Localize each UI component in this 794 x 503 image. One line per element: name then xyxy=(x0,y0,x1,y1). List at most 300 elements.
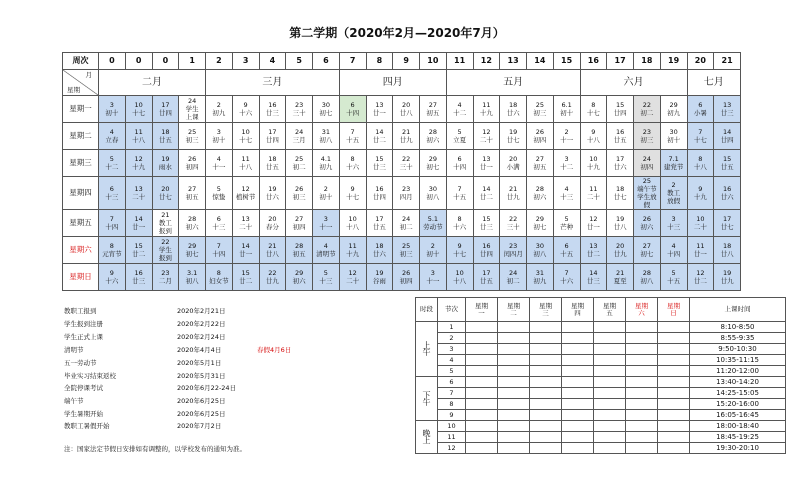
date-number: 11 xyxy=(241,155,250,163)
class-slot xyxy=(594,366,626,377)
date-cell xyxy=(206,237,233,264)
date-number: 20 xyxy=(161,185,170,193)
weekday-label-text: 星期五 xyxy=(69,218,92,227)
weekday-label-text: 星期一 xyxy=(69,104,92,113)
date-cell xyxy=(473,96,500,123)
date-note: 十五 xyxy=(667,277,681,285)
date-number: 9 xyxy=(109,269,114,277)
class-time xyxy=(690,377,786,388)
date-number: 3 xyxy=(564,155,569,163)
date-number: 15 xyxy=(134,242,143,250)
date-number: 28 xyxy=(642,269,652,277)
date-cell xyxy=(687,96,714,123)
class-slot xyxy=(626,443,658,454)
date-cell xyxy=(125,123,152,150)
date-number: 25 xyxy=(535,101,545,109)
date-cell xyxy=(232,264,259,291)
date-number: 21 xyxy=(161,211,170,219)
date-cell xyxy=(527,210,554,237)
date-cell xyxy=(152,177,179,210)
date-note: 十八 xyxy=(453,277,467,285)
date-number: 9 xyxy=(243,101,248,109)
date-cell xyxy=(366,177,393,210)
date-note: 芒种 xyxy=(560,223,574,231)
week-number xyxy=(313,53,340,70)
date-cell xyxy=(366,150,393,177)
date-cell xyxy=(687,177,714,210)
date-note: 廿二 xyxy=(693,277,707,285)
date-note: 十八 xyxy=(346,223,360,231)
date-number: 13 xyxy=(134,185,143,193)
event-date: 2020年2月22日 xyxy=(177,320,226,328)
week-number-text: 0 xyxy=(135,56,142,65)
date-note: 初九 xyxy=(667,109,681,117)
class-slot xyxy=(658,366,690,377)
date-number: 12 xyxy=(241,185,250,193)
date-cell xyxy=(259,96,286,123)
date-cell xyxy=(393,96,420,123)
date-note: 廿三 xyxy=(479,223,493,231)
date-note: 廿一 xyxy=(479,163,493,171)
date-cell xyxy=(473,177,500,210)
class-slot xyxy=(594,344,626,355)
weekday-row xyxy=(63,96,741,123)
date-note: 十四 xyxy=(105,223,119,231)
day-header-text: 一 xyxy=(478,308,485,317)
date-number: 21 xyxy=(615,269,625,277)
date-cell xyxy=(152,210,179,237)
date-note: 初九 xyxy=(533,277,547,285)
section-number-text: 1 xyxy=(449,322,454,331)
month-label xyxy=(687,70,741,96)
date-note: 十五 xyxy=(453,193,467,201)
class-slot xyxy=(498,366,530,377)
date-note: 廿六 xyxy=(372,250,386,258)
date-number: 12 xyxy=(348,269,357,277)
date-cell xyxy=(714,96,741,123)
class-slot xyxy=(530,421,562,432)
date-number: 8 xyxy=(109,242,114,250)
date-cell xyxy=(313,210,340,237)
class-slot xyxy=(530,377,562,388)
date-number: 2 xyxy=(323,185,328,193)
week-number-row xyxy=(63,53,741,70)
date-cell xyxy=(99,210,126,237)
date-note: 廿八 xyxy=(720,250,734,258)
date-number: 19 xyxy=(615,215,625,223)
class-slot xyxy=(530,322,562,333)
weekday-row xyxy=(63,210,741,237)
date-note: 建党节 xyxy=(663,163,684,171)
date-cell xyxy=(259,123,286,150)
date-cell xyxy=(393,237,420,264)
section-number xyxy=(438,333,466,344)
date-number: 6 xyxy=(350,101,355,109)
class-slot xyxy=(562,333,594,344)
date-note: 十四 xyxy=(453,163,467,171)
date-number: 11 xyxy=(134,128,143,136)
period-header-text: 时段 xyxy=(420,305,433,313)
class-time-text: 13:40-14:20 xyxy=(716,377,759,386)
class-period-row xyxy=(416,377,786,388)
week-number-text: 3 xyxy=(242,56,249,65)
section-number-text: 9 xyxy=(449,410,454,419)
schedule-header-row xyxy=(416,298,786,322)
event-date: 2020年2月24日 xyxy=(177,333,226,341)
event-name: 教职工报到 xyxy=(64,307,97,315)
section-number-text: 8 xyxy=(449,399,454,408)
class-slot xyxy=(594,322,626,333)
date-cell xyxy=(500,210,527,237)
class-time xyxy=(690,366,786,377)
date-cell xyxy=(313,123,340,150)
event-row xyxy=(64,409,364,419)
corner-month-label: 月 xyxy=(85,71,92,79)
date-note: 夏至 xyxy=(613,277,627,285)
date-note: 初四 xyxy=(292,223,306,231)
date-note: 廿五 xyxy=(613,136,627,144)
date-cell xyxy=(366,237,393,264)
date-note: 初二 xyxy=(292,163,306,171)
class-slot xyxy=(658,388,690,399)
date-note: 十三 xyxy=(667,223,681,231)
section-number-text: 11 xyxy=(447,432,456,441)
day-header-text: 五 xyxy=(606,308,613,317)
date-number: 17 xyxy=(722,215,732,223)
week-number xyxy=(259,53,286,70)
class-slot xyxy=(594,377,626,388)
date-number: 18 xyxy=(268,155,277,163)
event-date: 2020年4月4日 xyxy=(177,346,222,354)
date-note: 廿一 xyxy=(586,223,600,231)
event-date: 2020年6月25日 xyxy=(177,410,226,418)
date-cell xyxy=(607,264,634,291)
date-number: 6 xyxy=(564,242,569,250)
weekday-label xyxy=(63,150,99,177)
section-number xyxy=(438,377,466,388)
class-slot xyxy=(562,388,594,399)
week-number xyxy=(393,53,420,70)
event-row xyxy=(64,396,364,406)
date-cell xyxy=(580,150,607,177)
date-note: 十八 xyxy=(586,136,600,144)
date-number: 5 xyxy=(109,155,114,163)
date-cell xyxy=(393,210,420,237)
date-note: 二十 xyxy=(239,223,253,231)
date-cell xyxy=(313,264,340,291)
class-slot xyxy=(562,355,594,366)
date-note: 廿二 xyxy=(132,250,146,258)
class-slot xyxy=(530,344,562,355)
date-cell xyxy=(553,237,580,264)
class-slot xyxy=(466,388,498,399)
date-note: 十六 xyxy=(560,277,574,285)
date-number: 14 xyxy=(482,185,491,193)
date-note: 小满 xyxy=(506,163,520,171)
date-note: 十四 xyxy=(346,109,360,117)
date-cell xyxy=(420,264,447,291)
month-label xyxy=(206,70,340,96)
date-note: 二月 xyxy=(158,277,172,285)
class-time xyxy=(690,344,786,355)
date-cell xyxy=(580,123,607,150)
date-note: 十九 xyxy=(132,163,146,171)
event-row xyxy=(64,332,364,342)
date-number: 24 xyxy=(508,269,518,277)
date-number: 24 xyxy=(642,155,652,163)
class-period-row xyxy=(416,322,786,333)
date-number: 22 xyxy=(642,101,652,109)
class-time-text: 18:00-18:40 xyxy=(716,421,759,430)
date-number: 21 xyxy=(508,185,518,193)
section-number-text: 12 xyxy=(447,443,456,452)
class-slot xyxy=(530,355,562,366)
date-number: 20 xyxy=(508,155,518,163)
month-label-text: 四月 xyxy=(382,76,403,88)
weekday-row xyxy=(63,264,741,291)
date-note: 初六 xyxy=(426,136,440,144)
week-number-text: 8 xyxy=(376,56,383,65)
date-number: 10 xyxy=(455,269,464,277)
date-cell xyxy=(339,210,366,237)
week-number-text: 1 xyxy=(189,56,195,65)
class-time xyxy=(690,388,786,399)
date-number: 3 xyxy=(323,215,328,223)
class-slot xyxy=(658,399,690,410)
date-note: 廿三 xyxy=(265,109,279,117)
date-cell xyxy=(339,96,366,123)
date-cell xyxy=(99,237,126,264)
date-note: 报到 xyxy=(158,254,172,262)
date-cell xyxy=(607,237,634,264)
date-number: 23 xyxy=(294,101,304,109)
event-name: 教职工暑假开始 xyxy=(64,422,110,430)
section-number xyxy=(438,410,466,421)
month-row xyxy=(63,70,741,96)
date-cell xyxy=(125,210,152,237)
week-number-text: 0 xyxy=(109,56,115,65)
date-note: 十九 xyxy=(693,193,707,201)
week-number xyxy=(125,53,152,70)
date-note: 四月 xyxy=(399,193,413,201)
event-row xyxy=(64,306,364,316)
day-header-text: 六 xyxy=(638,308,645,317)
date-cell xyxy=(99,123,126,150)
class-slot xyxy=(530,399,562,410)
week-number xyxy=(527,53,554,70)
week-number-text: 21 xyxy=(721,56,733,65)
event-row xyxy=(64,421,364,431)
section-number-text: 6 xyxy=(449,377,454,386)
month-label xyxy=(99,70,206,96)
date-cell xyxy=(500,96,527,123)
date-note: 廿四 xyxy=(613,109,627,117)
date-note: 廿九 xyxy=(506,193,520,201)
class-slot xyxy=(530,410,562,421)
date-cell xyxy=(232,96,259,123)
date-cell xyxy=(607,210,634,237)
date-cell xyxy=(580,96,607,123)
class-period-row xyxy=(416,333,786,344)
date-note: 初七 xyxy=(640,250,654,258)
class-slot xyxy=(626,399,658,410)
date-cell xyxy=(446,150,473,177)
event-row xyxy=(64,345,364,355)
date-note: 初九 xyxy=(212,109,226,117)
date-number: 5 xyxy=(671,269,676,277)
date-number: 7 xyxy=(564,269,569,277)
class-slot xyxy=(626,366,658,377)
date-note: 雨水 xyxy=(158,163,172,171)
date-note: 初三 xyxy=(292,193,306,201)
date-note: 闰四月 xyxy=(503,250,523,258)
date-number: 8 xyxy=(698,155,703,163)
class-slot xyxy=(498,322,530,333)
class-period-row xyxy=(416,421,786,432)
date-number: 5 xyxy=(564,215,569,223)
month-label xyxy=(339,70,446,96)
day-header-text: 星期 xyxy=(539,301,552,310)
class-slot xyxy=(594,443,626,454)
weekday-label xyxy=(63,96,99,123)
date-cell xyxy=(179,177,206,210)
date-number: 8 xyxy=(350,155,355,163)
month-label-text: 七月 xyxy=(703,76,724,88)
date-number: 24 xyxy=(294,128,304,136)
class-slot xyxy=(658,355,690,366)
date-number: 3.1 xyxy=(186,269,198,277)
day-header xyxy=(466,298,498,322)
class-slot xyxy=(594,355,626,366)
week-number-text: 16 xyxy=(587,56,599,65)
date-note: 廿六 xyxy=(506,109,520,117)
date-number: 16 xyxy=(268,101,277,109)
date-note: 元宵节 xyxy=(102,250,122,258)
date-note: 廿三 xyxy=(372,163,386,171)
class-time-text: 14:25-15:05 xyxy=(716,388,759,397)
date-note: 初五 xyxy=(533,163,547,171)
date-number: 25 xyxy=(401,242,411,250)
date-note: 清明节 xyxy=(316,250,336,258)
week-number xyxy=(580,53,607,70)
date-cell xyxy=(420,210,447,237)
date-note: 廿九 xyxy=(613,250,627,258)
week-number xyxy=(473,53,500,70)
date-cell xyxy=(179,150,206,177)
date-cell xyxy=(473,210,500,237)
date-cell xyxy=(714,177,741,210)
week-number xyxy=(232,53,259,70)
date-note: 廿二 xyxy=(479,193,493,201)
date-cell xyxy=(125,150,152,177)
day-header xyxy=(594,298,626,322)
weekday-label xyxy=(63,264,99,291)
corner-weekday-label: 星期 xyxy=(67,86,80,94)
date-cell xyxy=(607,150,634,177)
date-note: 廿八 xyxy=(613,223,627,231)
class-time xyxy=(690,399,786,410)
week-number-text: 19 xyxy=(668,56,680,65)
date-number: 29 xyxy=(428,155,438,163)
week-number-text: 10 xyxy=(427,56,439,65)
date-number: 30 xyxy=(428,185,438,193)
date-number: 16 xyxy=(615,128,625,136)
class-period-row xyxy=(416,388,786,399)
period-label-char: 上 xyxy=(422,436,431,445)
date-note: 三月 xyxy=(292,136,306,144)
day-header-text: 二 xyxy=(510,308,517,317)
date-note: 廿五 xyxy=(158,136,172,144)
class-slot xyxy=(466,333,498,344)
date-note: 初八 xyxy=(426,193,440,201)
date-cell xyxy=(232,237,259,264)
week-number-text: 14 xyxy=(534,56,546,65)
class-slot xyxy=(466,344,498,355)
event-date: 2020年6月22-24日 xyxy=(177,384,237,392)
event-date: 2020年6月25日 xyxy=(177,397,226,405)
date-cell xyxy=(206,150,233,177)
date-number: 10 xyxy=(696,215,705,223)
class-slot xyxy=(466,377,498,388)
week-number-text: 7 xyxy=(349,56,356,65)
date-cell xyxy=(473,264,500,291)
time-header xyxy=(690,298,786,322)
weekday-label xyxy=(63,177,99,210)
date-cell xyxy=(366,210,393,237)
date-number: 13 xyxy=(241,215,250,223)
date-cell xyxy=(313,237,340,264)
date-note: 廿四 xyxy=(158,109,172,117)
date-number: 31 xyxy=(535,269,545,277)
date-number: 2 xyxy=(671,181,676,189)
date-note: 廿五 xyxy=(372,223,386,231)
date-note: 初六 xyxy=(640,223,654,231)
month-label xyxy=(580,70,687,96)
class-slot xyxy=(562,432,594,443)
date-cell xyxy=(473,237,500,264)
week-number-text: 11 xyxy=(454,56,466,65)
date-number: 19 xyxy=(268,185,277,193)
date-cell xyxy=(313,177,340,210)
date-note: 十七 xyxy=(693,136,707,144)
weekday-label xyxy=(63,210,99,237)
class-period-row xyxy=(416,344,786,355)
date-cell xyxy=(580,210,607,237)
week-number xyxy=(99,53,126,70)
date-cell xyxy=(634,237,661,264)
date-cell xyxy=(553,150,580,177)
date-number: 29 xyxy=(294,269,304,277)
class-slot xyxy=(498,355,530,366)
week-number xyxy=(687,53,714,70)
date-cell xyxy=(527,96,554,123)
date-cell xyxy=(660,96,687,123)
date-cell xyxy=(714,264,741,291)
date-note: 初五 xyxy=(426,109,440,117)
date-cell xyxy=(527,123,554,150)
class-period-row xyxy=(416,443,786,454)
date-note: 报到 xyxy=(158,227,172,235)
date-number: 16 xyxy=(482,242,491,250)
class-slot xyxy=(658,377,690,388)
section-number xyxy=(438,344,466,355)
event-name: 学生暑期开始 xyxy=(64,410,103,418)
class-time-text: 9:50-10:30 xyxy=(718,344,757,353)
date-note: 廿一 xyxy=(239,250,253,258)
class-slot xyxy=(626,322,658,333)
section-number xyxy=(438,366,466,377)
date-note: 十八 xyxy=(239,163,253,171)
